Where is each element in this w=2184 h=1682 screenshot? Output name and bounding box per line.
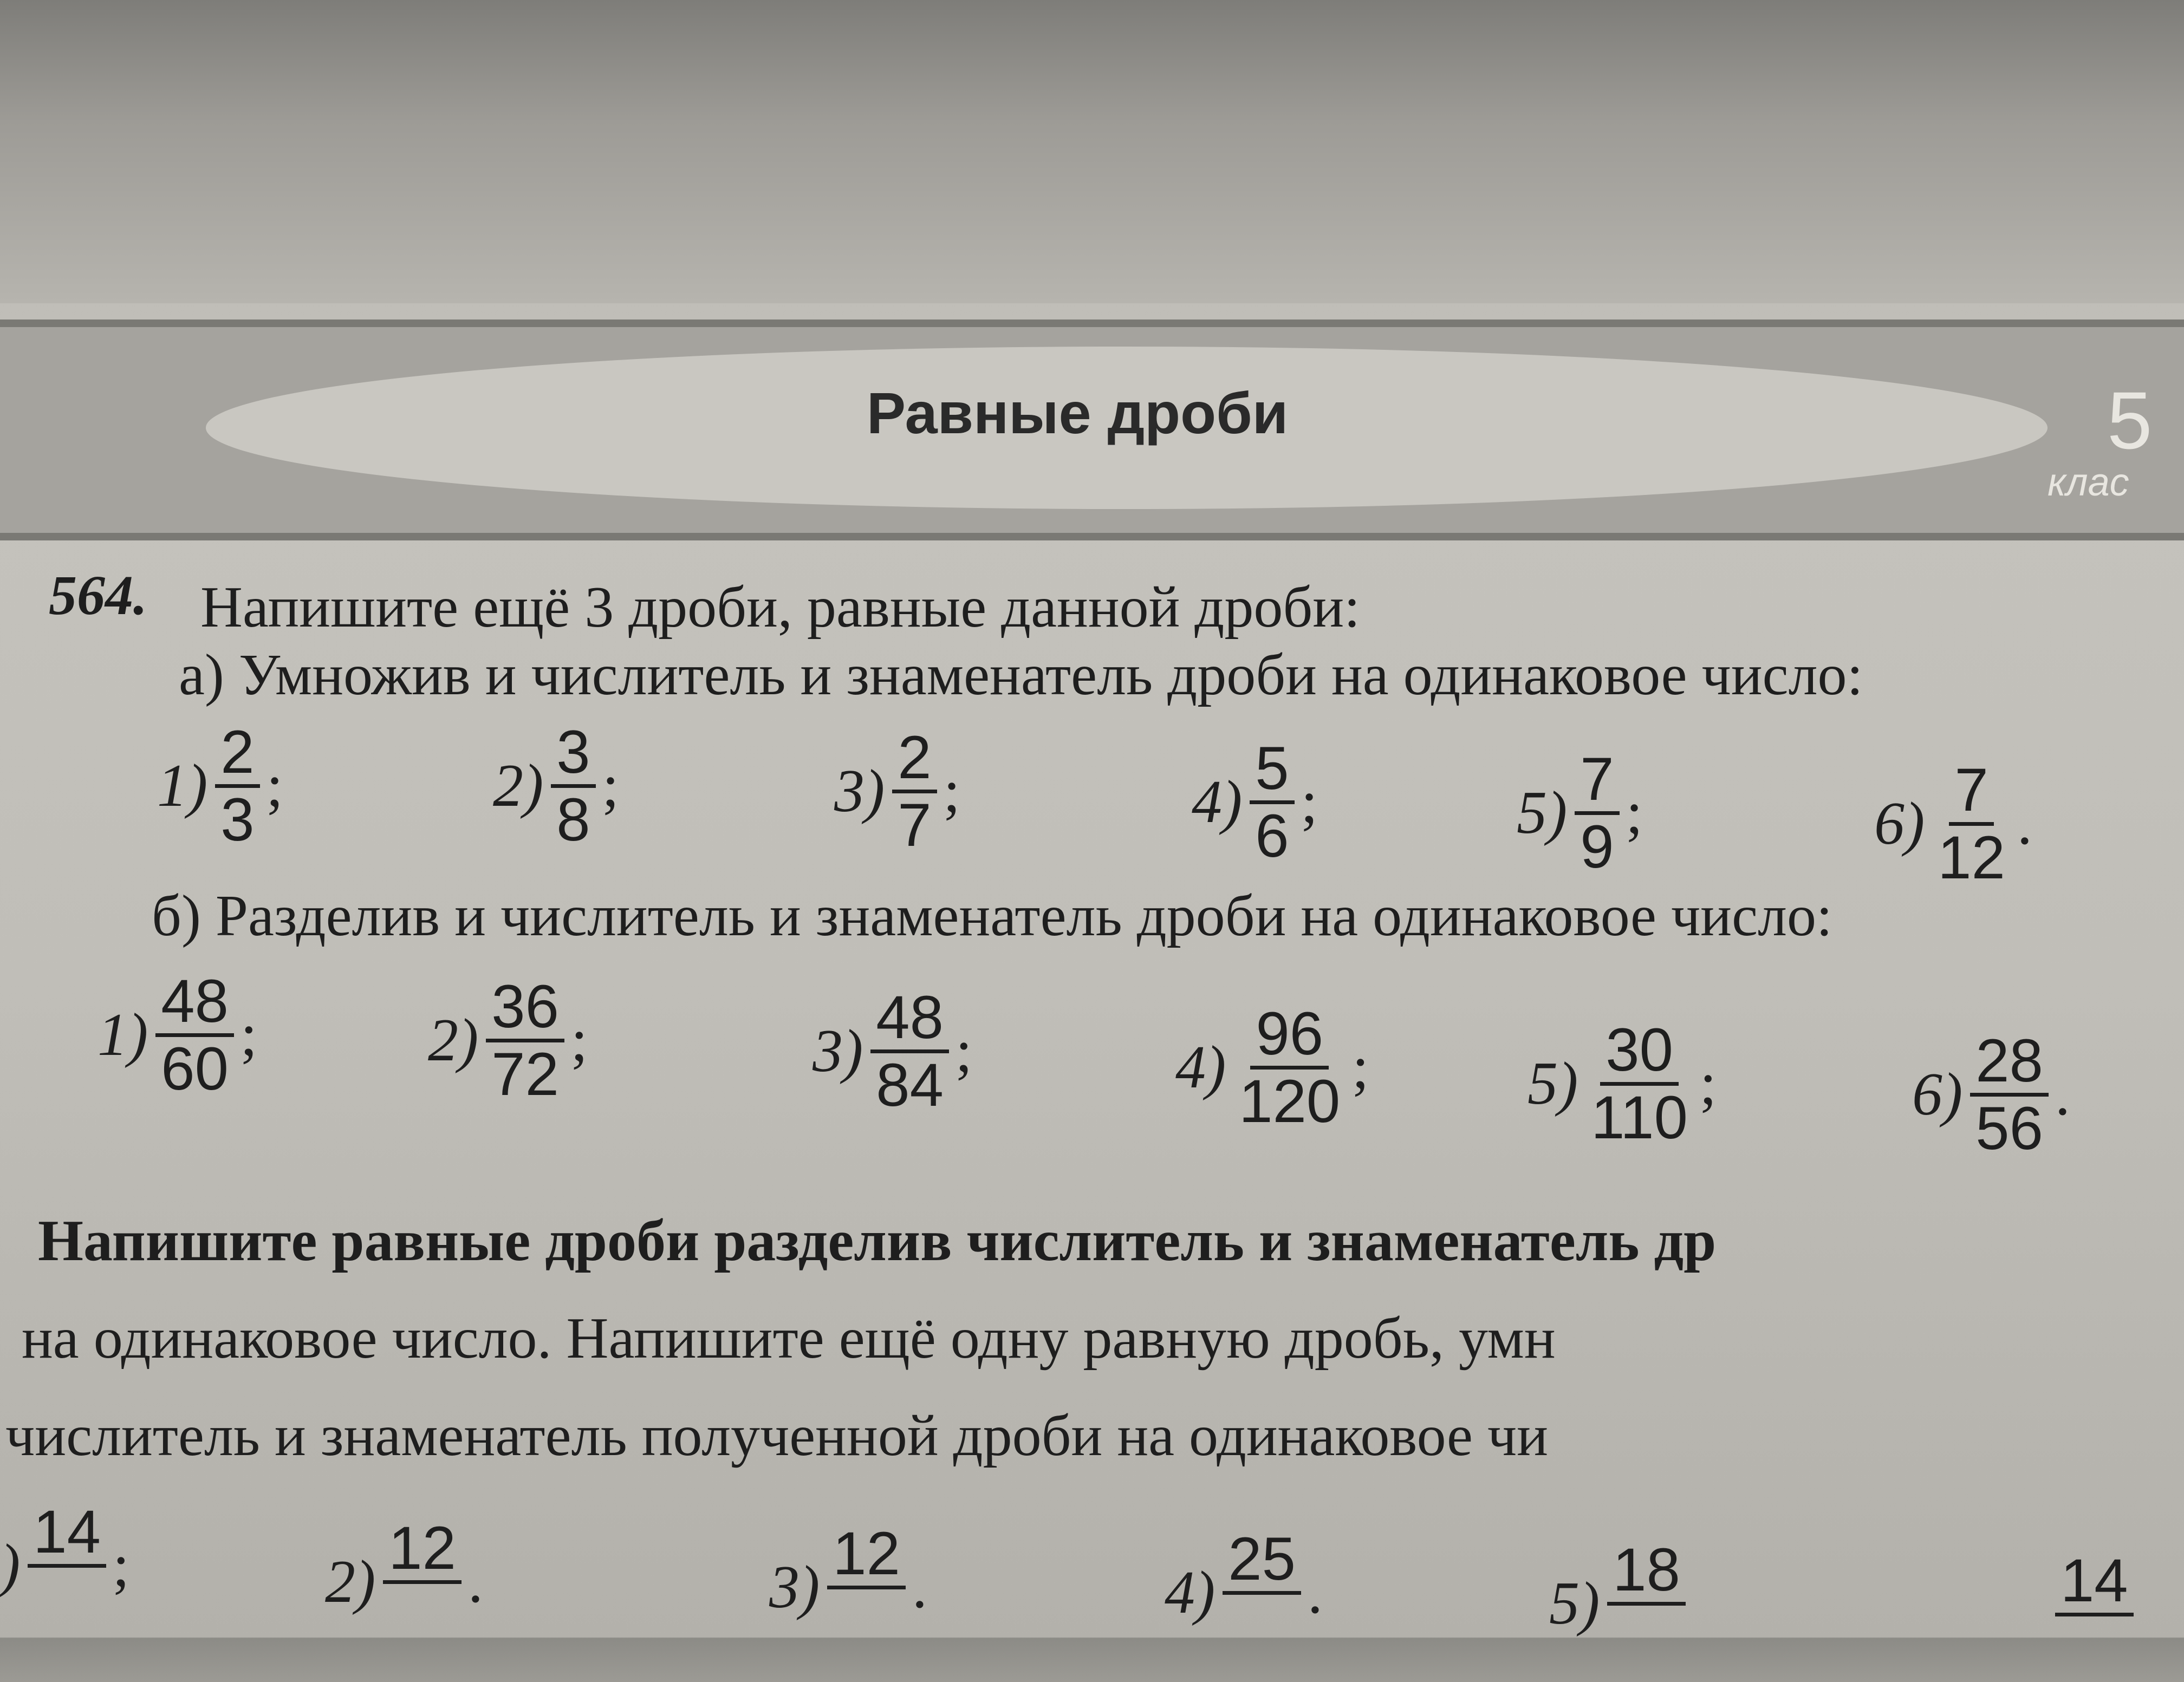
- fraction-item: [98, 967, 257, 1103]
- separator: ;: [943, 757, 960, 825]
- item-label: 6): [1874, 790, 1925, 857]
- fraction: [2055, 1549, 2134, 1680]
- numerator: 12: [383, 1516, 461, 1584]
- fraction: [486, 975, 564, 1106]
- fraction-item: [834, 723, 960, 859]
- item-label: 2): [325, 1548, 376, 1615]
- denominator: 72: [491, 1040, 559, 1108]
- fraction: [1607, 1538, 1686, 1669]
- numerator: 14: [28, 1500, 106, 1568]
- fraction: [827, 1522, 906, 1653]
- item-label: 4): [1165, 1559, 1216, 1626]
- numerator: 18: [1607, 1538, 1686, 1606]
- denominator: [853, 1589, 880, 1653]
- fraction-item: [157, 720, 283, 851]
- numerator: 48: [155, 969, 234, 1037]
- separator: .: [912, 1553, 927, 1621]
- section-title: Равные дроби: [867, 380, 1289, 446]
- fraction-item: [2047, 1549, 2140, 1680]
- denominator: [408, 1584, 436, 1648]
- denominator: [1633, 1606, 1660, 1670]
- fraction: [551, 720, 595, 851]
- part-b-instruction: б) Разделив и числитель и знаменатель дроби на одинаковое число:: [152, 884, 1832, 948]
- numerator: 25: [1223, 1527, 1301, 1595]
- fraction: [870, 983, 949, 1119]
- fraction-item: [1192, 736, 1318, 868]
- fraction: [383, 1516, 461, 1647]
- numerator: 28: [1970, 1029, 2049, 1097]
- fraction: [1233, 1002, 1346, 1133]
- numerator: 14: [2055, 1549, 2134, 1616]
- fraction-item: [1528, 1018, 1717, 1149]
- denominator: 7: [898, 791, 932, 859]
- separator: ;: [1301, 768, 1318, 836]
- separator: .: [2055, 1060, 2070, 1128]
- denominator: 3: [220, 785, 255, 853]
- fraction: [1970, 1029, 2049, 1160]
- separator: ;: [112, 1531, 129, 1599]
- item-label: ): [0, 1531, 21, 1599]
- fraction-item: [1912, 1029, 2070, 1160]
- fraction-item: [325, 1516, 483, 1647]
- fraction: [1223, 1527, 1301, 1658]
- item-label: 4): [1192, 768, 1243, 836]
- denominator: 12: [1938, 823, 2005, 891]
- separator: ;: [266, 752, 283, 819]
- fraction: [28, 1500, 106, 1631]
- fraction-item: [1175, 1002, 1369, 1133]
- item-label: 1): [157, 752, 208, 819]
- numerator: 3: [551, 720, 595, 788]
- part-a-instruction: а) Умножив и числитель и знаменатель дроби на одинаковое число:: [179, 643, 1863, 707]
- fraction-item: [1165, 1527, 1323, 1658]
- numerator: 5: [1250, 736, 1294, 804]
- denominator: 110: [1591, 1083, 1688, 1151]
- fraction: [1932, 758, 2011, 889]
- numerator: 48: [870, 986, 949, 1053]
- fraction-item: [812, 983, 972, 1119]
- numerator: 12: [827, 1522, 906, 1589]
- fraction-item: [493, 720, 619, 851]
- separator: .: [2017, 790, 2032, 857]
- page-top-background: [0, 0, 2184, 303]
- fraction: [1575, 745, 1619, 881]
- item-label: 3): [769, 1553, 820, 1621]
- item-label: 1): [98, 1001, 148, 1068]
- separator: ;: [570, 1006, 588, 1074]
- denominator: 84: [876, 1051, 944, 1119]
- fraction: [892, 723, 937, 859]
- numerator: 30: [1600, 1018, 1679, 1086]
- item-label: 3): [834, 757, 885, 825]
- fraction: [1585, 1018, 1693, 1149]
- numerator: 36: [486, 975, 564, 1042]
- task-number: 564.: [49, 564, 147, 627]
- fraction-item: [1549, 1538, 1692, 1669]
- numerator: 2: [215, 720, 259, 788]
- denominator: [2081, 1616, 2108, 1680]
- separator: .: [1307, 1559, 1323, 1626]
- grade-number: 5: [2107, 375, 2153, 466]
- grade-word: клас: [2047, 461, 2129, 504]
- task2-line-1: Напишите равные дроби разделив числитель и знаменатель др: [38, 1209, 1717, 1273]
- item-label: 2): [428, 1006, 479, 1074]
- separator: ;: [1352, 1033, 1369, 1101]
- separator: ;: [955, 1017, 972, 1085]
- numerator: 7: [1575, 747, 1619, 815]
- denominator: 6: [1255, 801, 1289, 870]
- numerator: 7: [1949, 758, 1993, 826]
- fraction: [1250, 736, 1294, 868]
- denominator: 9: [1580, 812, 1614, 881]
- fraction-item: [0, 1500, 129, 1631]
- fraction-item: [1874, 758, 2032, 889]
- denominator: 8: [556, 785, 590, 853]
- separator: ;: [602, 752, 619, 819]
- denominator: [53, 1568, 81, 1632]
- separator: .: [467, 1548, 483, 1615]
- task2-line-3: числитель и знаменатель полученной дроби на одинаковое чи: [5, 1404, 1549, 1468]
- fraction: [215, 720, 259, 851]
- task2-line-2: на одинаковое число. Напишите ещё одну равную дробь, умн: [22, 1306, 1556, 1371]
- numerator: 96: [1250, 1002, 1329, 1070]
- fraction: [155, 967, 234, 1103]
- denominator: 120: [1239, 1067, 1341, 1135]
- denominator: [1248, 1595, 1276, 1659]
- separator: ;: [240, 1001, 257, 1068]
- item-label: 5): [1528, 1049, 1578, 1117]
- numerator: 2: [892, 726, 937, 793]
- item-label: 5): [1517, 779, 1568, 846]
- denominator: 56: [1975, 1094, 2043, 1162]
- item-label: 3): [812, 1017, 863, 1085]
- separator: ;: [1626, 779, 1643, 846]
- fraction-item: [428, 975, 588, 1106]
- task-instruction: Напишите ещё 3 дроби, равные данной дроби:: [200, 575, 1361, 640]
- fraction-item: [769, 1522, 927, 1653]
- item-label: 2): [493, 752, 544, 819]
- denominator: 60: [161, 1034, 229, 1103]
- item-label: 6): [1912, 1060, 1963, 1128]
- item-label: 4): [1175, 1033, 1226, 1101]
- separator: ;: [1699, 1049, 1717, 1117]
- fraction-item: [1517, 745, 1643, 881]
- item-label: 5): [1549, 1569, 1600, 1637]
